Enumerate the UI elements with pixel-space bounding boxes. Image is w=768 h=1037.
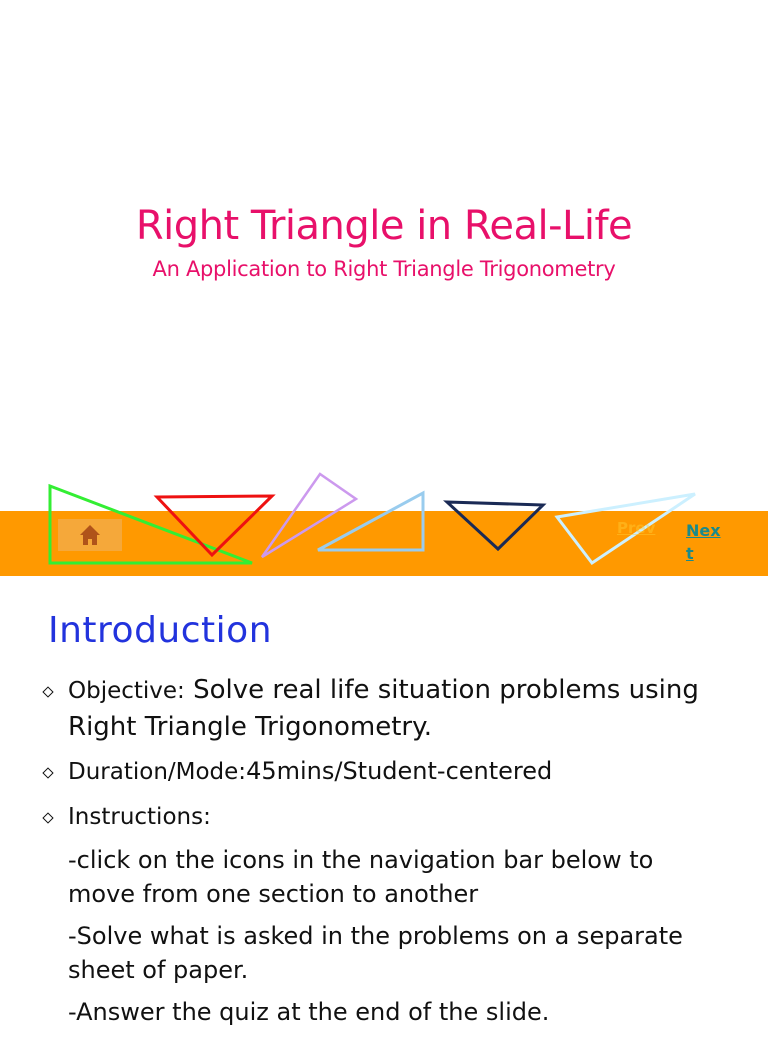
instruction-line: -Solve what is asked in the problems on a separate sheet of paper. [68, 922, 683, 984]
objective-item [40, 672, 720, 745]
instruction-line: -click on the icons in the navigation bar below to move from one section to another [68, 846, 654, 908]
instruction-line: -Answer the quiz at the end of the slide. [68, 998, 550, 1026]
duration-item [40, 753, 720, 790]
slide-subtitle: An Application to Right Triangle Trigonometry [152, 257, 616, 281]
slide-title: Right Triangle in Real-Life [135, 203, 633, 249]
prev-link[interactable]: Prev [617, 519, 656, 537]
duration-text: 45mins/Student-centered [246, 757, 553, 785]
intro-content [40, 672, 720, 1037]
instructions-label: Instructions: [68, 804, 211, 830]
house-icon [78, 523, 102, 547]
home-button[interactable] [58, 519, 122, 551]
duration-label: Duration/Mode: [68, 759, 247, 785]
instructions-item [40, 798, 720, 835]
section-heading: Introduction [48, 610, 273, 651]
objective-text: Solve real life situation problems using Right Triangle Trigonometry. [68, 675, 699, 742]
title-block [0, 198, 768, 284]
objective-label: Objective: [68, 678, 185, 704]
next-link[interactable]: Next [686, 521, 721, 563]
